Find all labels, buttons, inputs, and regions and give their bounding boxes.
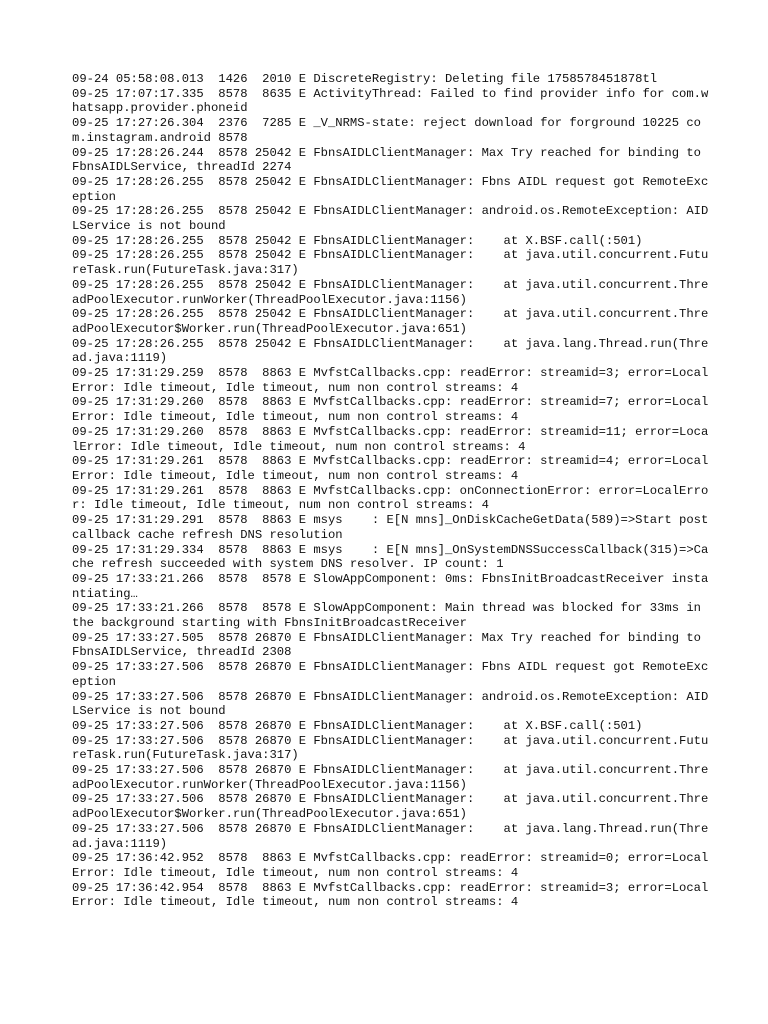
log-entry: 09-25 17:31:29.261 8578 8863 E MvfstCallbacks.cpp: readError: streamid=4; error=LocalError: Idle timeout, Idle timeout, num non control streams: 4 [72, 454, 709, 483]
log-entry: 09-25 17:33:27.506 8578 26870 E FbnsAIDLClientManager: at X.BSF.call(:501) [72, 718, 643, 733]
log-entry: 09-25 17:31:29.291 8578 8863 E msys : E[N mns]_OnDiskCacheGetData(589)=>Start post callback cache refresh DNS resolution [72, 513, 716, 542]
log-entry: 09-25 17:36:42.952 8578 8863 E MvfstCallbacks.cpp: readError: streamid=0; error=LocalError: Idle timeout, Idle timeout, num non control streams: 4 [72, 851, 709, 880]
log-entry: 09-25 17:33:21.266 8578 8578 E SlowAppComponent: 0ms: FbnsInitBroadcastReceiver instantiating… [72, 571, 709, 601]
log-entry: 09-25 17:33:27.506 8578 26870 E FbnsAIDLClientManager: android.os.RemoteException: AIDLService is not bound [72, 689, 709, 719]
log-entry: 09-25 17:33:27.506 8578 26870 E FbnsAIDLClientManager: at java.lang.Thread.run(Thread.java:1119) [72, 821, 709, 851]
log-entry: 09-25 17:28:26.255 8578 25042 E FbnsAIDLClientManager: at X.BSF.call(:501) [72, 233, 643, 248]
log-entry: 09-25 17:36:42.954 8578 8863 E MvfstCallbacks.cpp: readError: streamid=3; error=LocalError: Idle timeout, Idle timeout, num non control streams: 4 [72, 880, 709, 910]
log-entry: 09-25 17:31:29.261 8578 8863 E MvfstCallbacks.cpp: onConnectionError: error=LocalError: Idle timeout, Idle timeout, num non control streams: 4 [72, 483, 709, 513]
log-entry: 09-25 17:33:27.505 8578 26870 E FbnsAIDLClientManager: Max Try reached for binding to FbnsAIDLService, threadId 2308 [72, 630, 709, 660]
log-entry: 09-25 17:28:26.255 8578 25042 E FbnsAIDLClientManager: Fbns AIDL request got RemoteException [72, 174, 709, 204]
log-entry: 09-25 17:33:21.266 8578 8578 E SlowAppComponent: Main thread was blocked for 33ms in the background starting with FbnsInitBroadcastReceiver [72, 601, 709, 631]
log-entry: 09-25 17:28:26.255 8578 25042 E FbnsAIDLClientManager: at java.util.concurrent.ThreadPoolExecutor.runWorker(ThreadPoolExecutor.java:1156) [72, 277, 709, 307]
log-entry: 09-25 17:31:29.260 8578 8863 E MvfstCallbacks.cpp: readError: streamid=7; error=LocalError: Idle timeout, Idle timeout, num non control streams: 4 [72, 395, 709, 425]
log-entry: 09-25 17:28:26.255 8578 25042 E FbnsAIDLClientManager: at java.util.concurrent.FutureTask.run(FutureTask.java:317) [72, 248, 709, 278]
log-entry: 09-25 17:28:26.255 8578 25042 E FbnsAIDLClientManager: at java.util.concurrent.ThreadPoolExecutor$Worker.run(ThreadPoolExecutor.java:651) [72, 307, 709, 336]
log-entry: 09-25 17:28:26.255 8578 25042 E FbnsAIDLClientManager: android.os.RemoteException: AIDLService is not bound [72, 204, 709, 234]
log-entry: 09-25 17:31:29.260 8578 8863 E MvfstCallbacks.cpp: readError: streamid=11; error=LocalError: Idle timeout, Idle timeout, num non control streams: 4 [72, 424, 709, 454]
log-entry: 09-24 05:58:08.013 1426 2010 E DiscreteRegistry: Deleting file 1758578451878tl [72, 72, 658, 86]
log-output [72, 72, 716, 910]
log-entry: 09-25 17:28:26.244 8578 25042 E FbnsAIDLClientManager: Max Try reached for binding to FbnsAIDLService, threadId 2274 [72, 145, 709, 175]
log-entry: 09-25 17:33:27.506 8578 26870 E FbnsAIDLClientManager: at java.util.concurrent.FutureTask.run(FutureTask.java:317) [72, 733, 709, 763]
log-entry: 09-25 17:33:27.506 8578 26870 E FbnsAIDLClientManager: Fbns AIDL request got RemoteException [72, 660, 709, 689]
log-entry: 09-25 17:27:26.304 2376 7285 E _V_NRMS-state: reject download for forground 10225 com.instagram.android 8578 [72, 116, 701, 145]
log-entry: 09-25 17:31:29.259 8578 8863 E MvfstCallbacks.cpp: readError: streamid=3; error=LocalError: Idle timeout, Idle timeout, num non control streams: 4 [72, 366, 709, 395]
log-entry: 09-25 17:31:29.334 8578 8863 E msys : E[N mns]_OnSystemDNSSuccessCallback(315)=>Cache refresh succeeded with system DNS resolver. IP count: 1 [72, 542, 709, 572]
log-entry: 09-25 17:33:27.506 8578 26870 E FbnsAIDLClientManager: at java.util.concurrent.ThreadPoolExecutor$Worker.run(ThreadPoolExecutor.java:651) [72, 792, 709, 822]
log-entry: 09-25 17:33:27.506 8578 26870 E FbnsAIDLClientManager: at java.util.concurrent.ThreadPoolExecutor.runWorker(ThreadPoolExecutor.java:1156) [72, 763, 709, 792]
log-entry: 09-25 17:28:26.255 8578 25042 E FbnsAIDLClientManager: at java.lang.Thread.run(Thread.java:1119) [72, 336, 709, 366]
log-entry: 09-25 17:07:17.335 8578 8635 E ActivityThread: Failed to find provider info for com.whatsapp.provider.phoneid [72, 86, 709, 116]
